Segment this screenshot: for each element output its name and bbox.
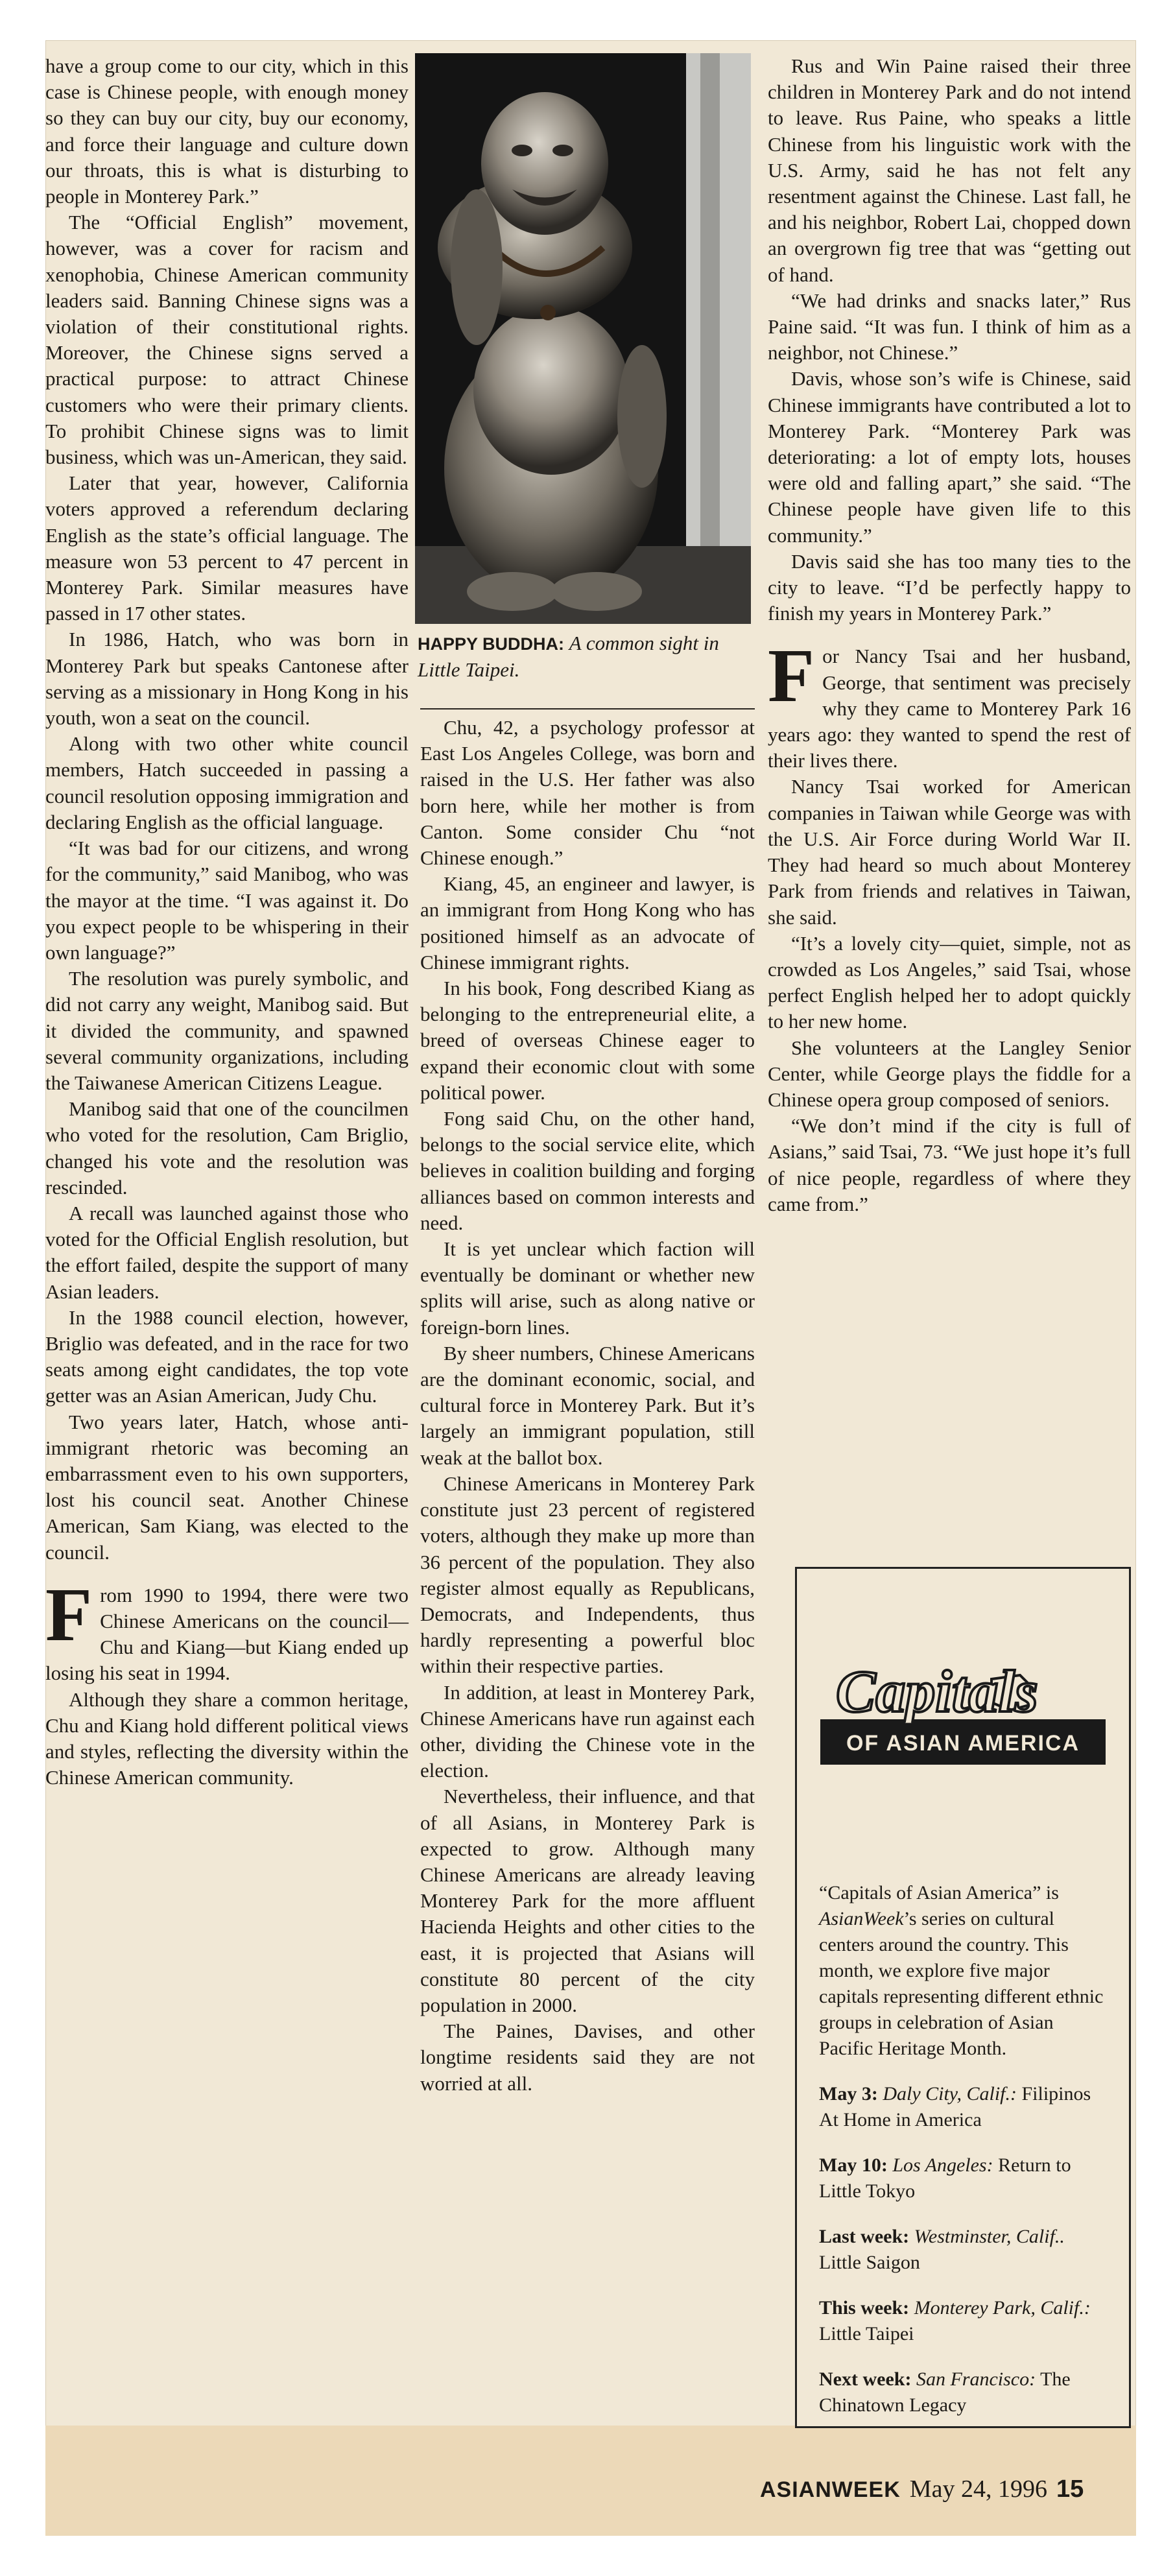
entry-place: San Francisco:	[916, 2368, 1036, 2390]
entry-when: This week:	[819, 2297, 910, 2319]
intro-publication: AsianWeek	[819, 1908, 904, 1929]
entry-when: May 10:	[819, 2154, 888, 2176]
paragraph: “It was bad for our citizens, and wrong for the community,” said Manibog, who was the mayor at the time. “I was against it. Do you expect people to be whispering in their own language?”	[45, 837, 409, 964]
paragraph: Nancy Tsai worked for American companies in Taiwan while George was with the U.S. Air Force during World War II. They had heard so much about Monterey Park from friends and relatives in Taiwan, she said.	[768, 775, 1131, 929]
entry-place: Los Angeles:	[892, 2154, 993, 2176]
capitals-sidebar-box	[795, 1567, 1131, 2428]
paragraph: The resolution was purely symbolic, and did not carry any weight, Manibog said. But it divided the community, and spawned several community organizations, including the Taiwanese American Citizens League.	[45, 967, 409, 1094]
paragraph: In 1986, Hatch, who was born in Monterey Park but speaks Cantonese after serving as a missionary in Hong Kong in his youth, won a seat on the council.	[45, 628, 409, 730]
dropcap-letter: F	[45, 1571, 93, 1657]
paragraph: Along with two other white council members, Hatch succeeded in passing a council resolution opposing immigration and declaring English as the official language.	[45, 732, 409, 833]
paragraph: Davis said she has too many ties to the city to leave. “I’d be perfectly happy to finish my years in Monterey Park.”	[768, 549, 1131, 625]
entry-title: Filipinos At Home in America	[819, 2083, 1091, 2130]
entry-title: Return to Little Tokyo	[819, 2154, 1071, 2202]
entry-place: Westminster, Calif..	[914, 2226, 1065, 2247]
paragraph: Davis, whose son’s wife is Chinese, said Chinese immigrants have contributed a lot to Monterey Park. “Monterey Park was deteriorating: a lot of empty lots, houses were old and falling apart,” she said. “The Chinese people have given life to this community.”	[768, 367, 1131, 547]
entry-place: Daly City, Calif.:	[883, 2083, 1017, 2105]
paragraph: The Paines, Davises, and other longtime residents said they are not worried at all.	[420, 2020, 755, 2095]
dropcap-paragraph-text: rom 1990 to 1994, there were two Chinese Americans on the council—Chu and Kiang—but Kiang ended up losing his seat in 1994.	[45, 1583, 409, 1685]
paragraph: In the 1988 council election, however, Briglio was defeated, and in the race for two seats among eight candidates, the top vote getter was an Asian American, Judy Chu.	[45, 1306, 409, 1407]
page-number: 15	[1056, 2475, 1084, 2503]
caption-lead: HAPPY BUDDHA:	[418, 634, 565, 654]
paragraph: Manibog said that one of the councilmen who voted for the resolution, Cam Briglio, changed his vote and the resolution was rescinded.	[45, 1097, 409, 1199]
sidebar-entry	[819, 2367, 1111, 2418]
paragraph: Kiang, 45, an engineer and lawyer, is an immigrant from Hong Kong who has positioned himself as an advocate of Chinese immigrant rights.	[420, 872, 755, 973]
paragraph: have a group come to our city, which in this case is Chinese people, with enough money so they can buy our city, buy our economy, and force their language and culture down our throats, this is what is disturbing to people in Monterey Park.”	[45, 54, 409, 208]
paragraph: Fong said Chu, on the other hand, belongs to the social service elite, which believes in coalition building and forging alliances based on common interests and need.	[420, 1107, 755, 1234]
sidebar-entry	[819, 2295, 1111, 2347]
dropcap-paragraph	[45, 1571, 409, 1687]
issue-date: May 24, 1996	[909, 2475, 1047, 2503]
entry-title: Little Saigon	[819, 2252, 920, 2273]
paragraph: It is yet unclear which faction will eventually be dominant or whether new splits will arise, such as along native or foreign-born lines.	[420, 1237, 755, 1339]
paragraph: By sheer numbers, Chinese Americans are the dominant economic, social, and cultural force in Monterey Park. But it’s largely an immigrant population, still weak at the ballot box.	[420, 1341, 755, 1469]
article-column-1	[45, 53, 409, 1791]
logo-word: Capitals	[836, 1658, 1038, 1724]
paragraph: Chu, 42, a psychology professor at East Los Angeles College, was born and raised in the U.S. Her father was also born here, while her mother is from Canton. Some consider Chu “not Chinese enough.”	[420, 716, 755, 870]
entry-place: Monterey Park, Calif.:	[914, 2297, 1091, 2319]
paragraph: Nevertheless, their influence, and that of all Asians, in Monterey Park is expected to grow. Although many Chinese Americans are already leaving Monterey Park for the more affluent Hacienda Heights and other cities to the east, it is projected that Asians will constitute 80 percent of the city population in 2000.	[420, 1785, 755, 2016]
paragraph: The “Official English” movement, however, was a cover for racism and xenophobia, Chinese American community leaders said. Banning Chinese signs was a violation of their constitutional rights. Moreover, the Chinese signs served a practical purpose: to attract Chinese customers who were their primary clients. To prohibit Chinese signs was to limit business, which was un-American, they said.	[45, 211, 409, 469]
capitals-logo	[797, 1608, 1129, 1802]
dropcap-paragraph-text: or Nancy Tsai and her husband, George, that sentiment was precisely why they came to Monterey Park 16 years ago: they wanted to spend the rest of their lives there.	[768, 645, 1131, 772]
page-footer	[760, 2475, 1130, 2503]
paragraph: In his book, Fong described Kiang as belonging to the entrepreneurial elite, a breed of overseas Chinese eager to expand their economic clout with some political power.	[420, 977, 755, 1104]
paragraph: Two years later, Hatch, whose anti-immigrant rhetoric was becoming an embarrassment even to his own supporters, lost his council seat. Another Chinese American, Sam Kiang, was elected to the council.	[45, 1410, 409, 1564]
logo-banner-text: OF ASIAN AMERICA	[846, 1731, 1080, 1756]
paragraph: She volunteers at the Langley Senior Center, while George plays the fiddle for a Chinese opera group composed of seniors.	[768, 1036, 1131, 1111]
sidebar-intro	[819, 1880, 1111, 2062]
entry-when: Next week:	[819, 2368, 912, 2390]
article-column-3	[768, 53, 1131, 1217]
dropcap-letter: F	[768, 633, 815, 719]
buddha-statue-image	[415, 53, 751, 624]
sidebar-entry	[819, 2081, 1111, 2133]
entry-when: May 3:	[819, 2083, 878, 2105]
sidebar-content	[819, 1880, 1111, 2438]
caption-text: A common sight in Little Taipei.	[418, 632, 719, 681]
happy-buddha-photo	[415, 53, 751, 624]
intro-text-continued: ’s series on cultural centers around the country. This month, we explore five major capitals representing different ethnic groups in celebration of Asian Pacific Heritage Month.	[819, 1908, 1104, 2059]
photo-caption	[418, 630, 755, 683]
paragraph: In addition, at least in Monterey Park, Chinese Americans have run against each other, dividing the Chinese vote in the election.	[420, 1680, 755, 1782]
sidebar-entry	[819, 2153, 1111, 2204]
paragraph: Chinese Americans in Monterey Park constitute just 23 percent of registered voters, although they make up more than 36 percent of the population. They also register almost equally as Republicans, Democrats, and Independents, thus hardly representing a powerful bloc within their respective parties.	[420, 1472, 755, 1678]
paragraph: Although they share a common heritage, Chu and Kiang hold different political views and styles, reflecting the diversity within the Chinese American community.	[45, 1688, 409, 1789]
sidebar-entry	[819, 2224, 1111, 2276]
paragraph: Later that year, however, California voters approved a referendum declaring English as the state’s official language. The measure won 53 percent to 47 percent in Monterey Park. Similar measures have passed in 17 other states.	[45, 471, 409, 625]
intro-text: “Capitals of Asian America” is	[819, 1882, 1059, 1903]
entry-when: Last week:	[819, 2226, 910, 2247]
entry-title: Little Taipei	[819, 2323, 914, 2344]
paragraph: Rus and Win Paine raised their three children in Monterey Park and do not intend to leave. Rus Paine, who speaks a little Chinese from his linguistic work with the U.S. Army, said he has not felt any resentment against the Chinese. Last fall, he and his neighbor, Robert Lai, chopped down an overgrown fig tree that was “getting out of hand.	[768, 54, 1131, 286]
article-column-2	[420, 710, 755, 2097]
paragraph: “We don’t mind if the city is full of Asians,” said Tsai, 73. “We just hope it’s full of nice people, regardless of where they came from.”	[768, 1114, 1131, 1215]
paragraph: A recall was launched against those who voted for the Official English resolution, but the effort failed, despite the support of many Asian leaders.	[45, 1201, 409, 1303]
entry-title: The Chinatown Legacy	[819, 2368, 1071, 2416]
paragraph: “It’s a lovely city—quiet, simple, not as crowded as Los Angeles,” said Tsai, whose perfect English helped her to adopt quickly to her new home.	[768, 931, 1131, 1033]
paragraph: “We had drinks and snacks later,” Rus Paine said. “It was fun. I think of him as a neighbor, not Chinese.”	[768, 289, 1131, 364]
dropcap-paragraph	[768, 633, 1131, 774]
publication-name: ASIANWEEK	[760, 2477, 901, 2502]
